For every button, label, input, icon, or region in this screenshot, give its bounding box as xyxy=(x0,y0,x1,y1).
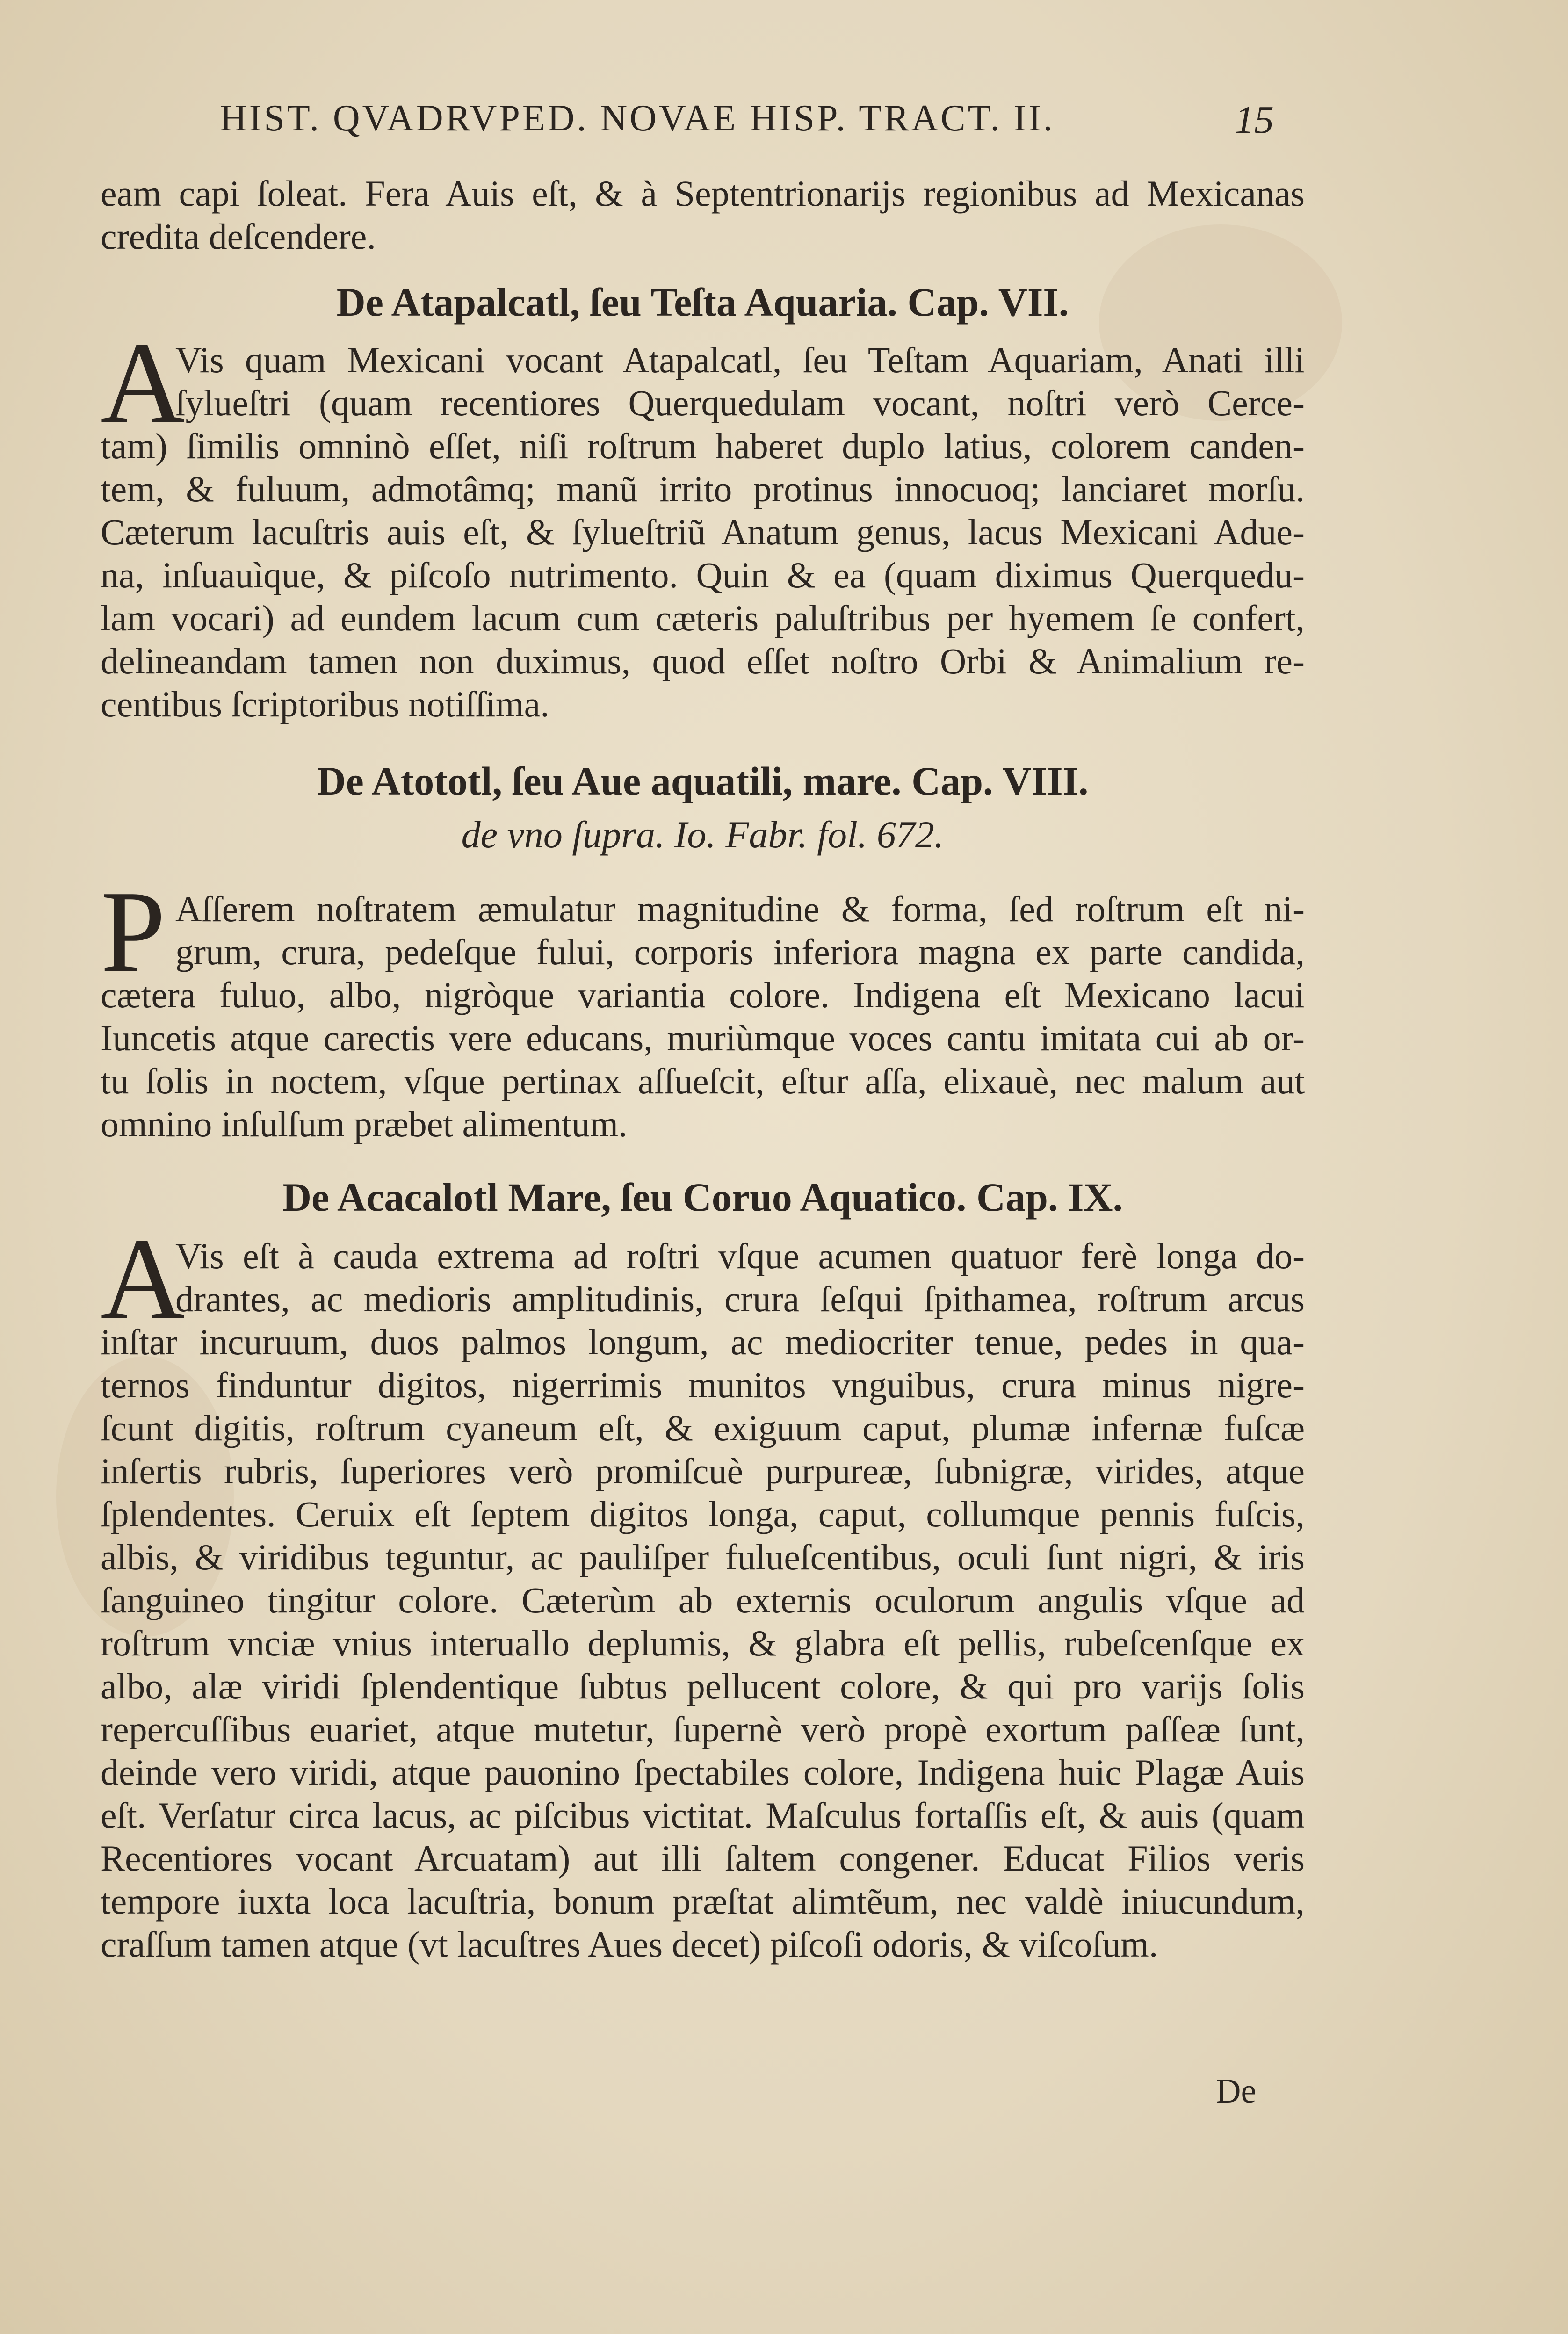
catchword: De xyxy=(1216,2072,1257,2110)
chapter-body-viii xyxy=(101,867,1305,1146)
text-line: cætera fuluo, albo, nigròque variantia colore. Indigena eſt Mexicano lacui xyxy=(101,975,1305,1015)
text-line: craſſum tamen atque (vt lacuſtres Aues decet) piſcoſi odoris, & viſcoſum. xyxy=(101,1924,1158,1965)
drop-cap: A xyxy=(101,318,185,448)
text-line: eſt. Verſatur circa lacus, ac piſcibus victitat. Maſculus fortaſſis eſt, & auis (quam xyxy=(101,1795,1305,1835)
text-line: roſtrum vnciæ vnius interuallo deplumis, & glabra eſt pellis, rubeſcenſque ex xyxy=(101,1623,1305,1663)
running-head: HIST. QVADRVPED. NOVAE HISP. TRACT. II. xyxy=(220,98,1055,139)
chapter-heading-viii: De Atototl, ſeu Aue aquatili, mare. Cap. VIII. xyxy=(317,759,1089,803)
text-line: inſtar incuruum, duos palmos longum, ac mediocriter tenue, pedes in qua- xyxy=(101,1322,1305,1362)
text-line: credita deſcendere. xyxy=(101,216,376,257)
text-line: eam capi ſoleat. Fera Auis eſt, & à Septentrionarijs regionibus ad Mexicanas xyxy=(101,173,1305,214)
text-line: lam vocari) ad eundem lacum cum cæteris paluſtribus per hyemem ſe confert, xyxy=(101,598,1305,638)
text-line: Vis quam Mexicani vocant Atapalcatl, ſeu Teſtam Aquariam, Anati illi xyxy=(175,340,1305,380)
text-line: Vis eſt à cauda extrema ad roſtri vſque acumen quatuor ferè longa do- xyxy=(175,1236,1305,1276)
text-line: deinde vero viridi, atque pauonino ſpectabiles colore, Indigena huic Plagæ Auis xyxy=(101,1752,1305,1792)
text-line: Iuncetis atque carectis vere educans, muriùmque voces cantu imitata cui ab or- xyxy=(101,1018,1305,1058)
page-number: 15 xyxy=(1235,98,1274,142)
text-line: drantes, ac medioris amplitudinis, crura ſeſqui ſpithamea, roſtrum arcus xyxy=(175,1279,1305,1319)
intro-paragraph xyxy=(101,172,1305,258)
text-line: Aſſerem noſtratem æmulatur magnitudine & forma, ſed roſtrum eſt ni- xyxy=(175,889,1305,929)
text-line: tempore iuxta loca lacuſtria, bonum præſtat alimtẽum, nec valdè iniucundum, xyxy=(101,1881,1305,1922)
text-line: ſplendentes. Ceruix eſt ſeptem digitos longa, caput, collumque pennis fuſcis, xyxy=(101,1494,1305,1534)
text-line: ſcunt digitis, roſtrum cyaneum eſt, & exiguum caput, plumæ infernæ fuſcæ xyxy=(101,1408,1305,1448)
drop-cap: A xyxy=(101,1214,185,1344)
text-line: tu ſolis in noctem, vſque pertinax aſſueſcit, eſtur aſſa, elixauè, nec malum aut xyxy=(101,1061,1305,1101)
text-line: tem, & fuluum, admotâmq; manũ irrito protinus innocuoq; lanciaret morſu. xyxy=(101,469,1305,509)
text-line: repercuſſibus euariet, atque mutetur, ſupernè verò propè exortum paſſeæ ſunt, xyxy=(101,1709,1305,1749)
text-line: tam) ſimilis omninò eſſet, niſi roſtrum haberet duplo latius, colorem canden- xyxy=(101,426,1305,466)
text-line: albo, alæ viridi ſplendentique ſubtus pellucent colore, & qui pro varijs ſolis xyxy=(101,1666,1305,1706)
text-line: ſanguineo tingitur colore. Cæterùm ab externis oculorum angulis vſque ad xyxy=(101,1580,1305,1620)
drop-cap: P xyxy=(101,867,166,997)
text-line: centibus ſcriptoribus notiſſima. xyxy=(101,684,549,724)
text-line: Recentiores vocant Arcuatam) aut illi ſaltem congener. Educat Filios veris xyxy=(101,1838,1305,1879)
chapter-heading-ix: De Acacalotl Mare, ſeu Coruo Aquatico. Cap. IX. xyxy=(282,1175,1123,1220)
text-line: delineandam tamen non duximus, quod eſſet noſtro Orbi & Animalium re- xyxy=(101,641,1305,681)
chapter-body-ix xyxy=(101,1214,1305,1966)
text-line: ternos finduntur digitos, nigerrimis munitos vnguibus, crura minus nigre- xyxy=(101,1365,1305,1405)
text-line: Cæterum lacuſtris auis eſt, & ſylueſtriũ Anatum genus, lacus Mexicani Adue- xyxy=(101,512,1305,552)
text-line: inſertis rubris, ſuperiores verò promiſcuè purpureæ, ſubnigræ, virides, atque xyxy=(101,1451,1305,1491)
text-line: ſylueſtri (quam recentiores Querquedulam vocant, noſtri verò Cerce- xyxy=(175,383,1305,423)
text-line: albis, & viridibus teguntur, ac pauliſper fulueſcentibus, oculi ſunt nigri, & iris xyxy=(101,1537,1305,1577)
chapter-body-vii xyxy=(101,318,1305,726)
text-line: na, inſuauìque, & piſcoſo nutrimento. Quin & ea (quam diximus Querquedu- xyxy=(101,555,1305,595)
chapter-heading-vii: De Atapalcatl, ſeu Teſta Aquaria. Cap. VII. xyxy=(336,280,1069,325)
handwritten-note: de vno ſupra. Io. Fabr. fol. 672. xyxy=(461,813,944,856)
text-line: grum, crura, pedeſque fului, corporis inferiora magna ex parte candida, xyxy=(175,932,1305,972)
text-line: omnino inſulſum præbet alimentum. xyxy=(101,1104,628,1144)
